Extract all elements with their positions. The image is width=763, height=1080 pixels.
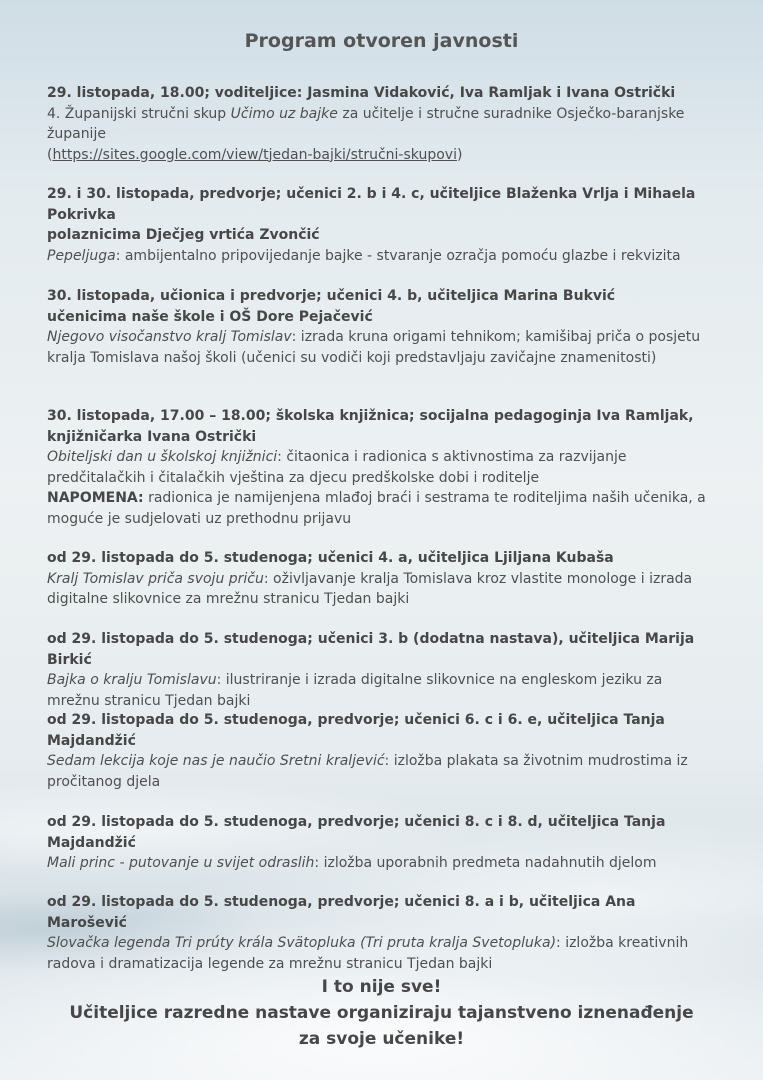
entry-heading: 29. i 30. listopada, predvorje; učenici 2. b i 4. c, učiteljice Blaženka Vrlja i Mihaela Pokrivka bbox=[47, 186, 696, 223]
closing-line: I to nije sve! bbox=[321, 977, 442, 997]
entry-description bbox=[47, 104, 719, 145]
program-entry bbox=[47, 406, 719, 529]
entry-description bbox=[47, 447, 719, 488]
entry-audience: polaznicima Dječjeg vrtića Zvončić bbox=[47, 227, 320, 243]
link-paren-open: ( bbox=[47, 146, 53, 163]
entry-text: : izložba uporabnih predmeta nadahnutih djelom bbox=[314, 855, 657, 871]
entry-heading: 30. listopada, 17.00 – 18.00; školska knjižnica; socijalna pedagoginja Iva Ramljak, knjižničarka Ivana Ostrički bbox=[47, 408, 694, 445]
entry-text: : izložba kreativnih radova i dramatizacija legende za mrežnu stranicu Tjedan bajki bbox=[47, 935, 689, 972]
entry-title: Pepeljuga bbox=[47, 247, 116, 264]
entry-text: : čitaonica i radionica s aktivnostima za razvijanje predčitalačkih i čitalačkih vještina za djecu predškolske dobi i roditelje bbox=[47, 449, 627, 486]
entry-description bbox=[47, 327, 719, 368]
program-entry bbox=[47, 548, 719, 610]
entry-title: Njegovo visočanstvo kralj Tomislav bbox=[47, 329, 292, 345]
entry-note bbox=[47, 488, 719, 529]
entry-title: Bajka o kralju Tomislavu bbox=[47, 672, 217, 688]
entry-audience: učenicima naše škole i OŠ Dore Pejačević bbox=[47, 308, 373, 325]
closing-message bbox=[0, 974, 763, 1052]
program-entry bbox=[47, 710, 719, 792]
entry-description bbox=[47, 246, 719, 267]
entry-text: : izrada kruna origami tehnikom; kamišibaj priča o posjetu kralja Tomislava našoj školi (učenici su vodiči koji predstavljaju zavičajne znamenitosti) bbox=[47, 329, 701, 366]
program-entry bbox=[47, 629, 719, 711]
entry-heading: od 29. listopada do 5. studenoga; učenici 3. b (dodatna nastava), učiteljica Marija Birkić bbox=[47, 631, 695, 668]
program-entry bbox=[47, 184, 719, 266]
entry-description bbox=[47, 853, 719, 874]
program-entry bbox=[47, 286, 719, 368]
entry-text: : oživljavanje kralja Tomislava kroz vlastite monologe i izrada digitalne slikovnice za mrežnu stranicu Tjedan bajki bbox=[47, 570, 693, 607]
entry-title: Učimo uz bajke bbox=[230, 105, 338, 122]
entry-description bbox=[47, 933, 719, 974]
program-entry bbox=[47, 83, 719, 165]
program-entry bbox=[47, 812, 719, 874]
link-paren-close: ) bbox=[456, 146, 463, 163]
entry-text: : izložba plakata sa životnim mudrostima iz pročitanog djela bbox=[47, 753, 688, 790]
note-label: NAPOMENA: bbox=[47, 490, 144, 506]
entry-link-line bbox=[47, 145, 719, 166]
closing-line: Učiteljice razredne nastave organiziraju tajanstveno iznenađenje bbox=[69, 1003, 694, 1023]
entry-heading: od 29. listopada do 5. studenoga; učenici 4. a, učiteljica Ljiljana Kubaša bbox=[47, 550, 614, 566]
entry-title: Mali princ - putovanje u svijet odraslih bbox=[47, 855, 315, 871]
entry-text: : ambijentalno pripovijedanje bajke - stvaranje ozračja pomoću glazbe i rekvizita bbox=[115, 247, 681, 264]
program-entry bbox=[47, 892, 719, 974]
entry-heading: od 29. listopada do 5. studenoga, predvorje; učenici 6. c i 6. e, učiteljica Tanja Majdandžić bbox=[47, 712, 665, 749]
entry-text: za učitelje i stručne suradnike Osječko-baranjske županije bbox=[47, 105, 685, 142]
entry-text: 4. Županijski stručni skup bbox=[47, 105, 231, 122]
entry-title: Slovačka legenda Tri prúty krála Svätopluka (Tri pruta kralja Svetopluka) bbox=[47, 935, 557, 951]
entry-heading: od 29. listopada do 5. studenoga, predvorje; učenici 8. a i b, učiteljica Ana Marošević bbox=[47, 894, 636, 931]
entry-title: Obiteljski dan u školskoj knjižnici bbox=[47, 449, 278, 465]
skupovi-link[interactable]: https://sites.google.com/view/tjedan-bajki/stručni-skupovi bbox=[52, 146, 457, 163]
entry-text: : ilustriranje i izrada digitalne slikovnice na engleskom jeziku za mrežnu stranicu Tjedan bajki bbox=[47, 672, 663, 709]
entry-heading: od 29. listopada do 5. studenoga, predvorje; učenici 8. c i 8. d, učiteljica Tanja Majdandžić bbox=[47, 814, 666, 851]
page-title: Program otvoren javnosti bbox=[244, 30, 519, 52]
entry-title: Sedam lekcija koje nas je naučio Sretni kraljević bbox=[47, 753, 385, 769]
entry-description bbox=[47, 751, 719, 792]
entry-heading: 29. listopada, 18.00; voditeljice: Jasmina Vidaković, Iva Ramljak i Ivana Ostrički bbox=[47, 85, 676, 101]
entry-title: Kralj Tomislav priča svoju priču bbox=[47, 570, 264, 587]
entry-heading: 30. listopada, učionica i predvorje; učenici 4. b, učiteljica Marina Bukvić bbox=[47, 288, 616, 304]
entry-description bbox=[47, 569, 719, 610]
entry-description bbox=[47, 670, 719, 711]
note-text: radionica je namijenjena mlađoj braći i sestrama te roditeljima naših učenika, a moguće je sudjelovati uz prethodnu prijavu bbox=[47, 490, 706, 527]
closing-line: za svoje učenike! bbox=[298, 1029, 465, 1049]
